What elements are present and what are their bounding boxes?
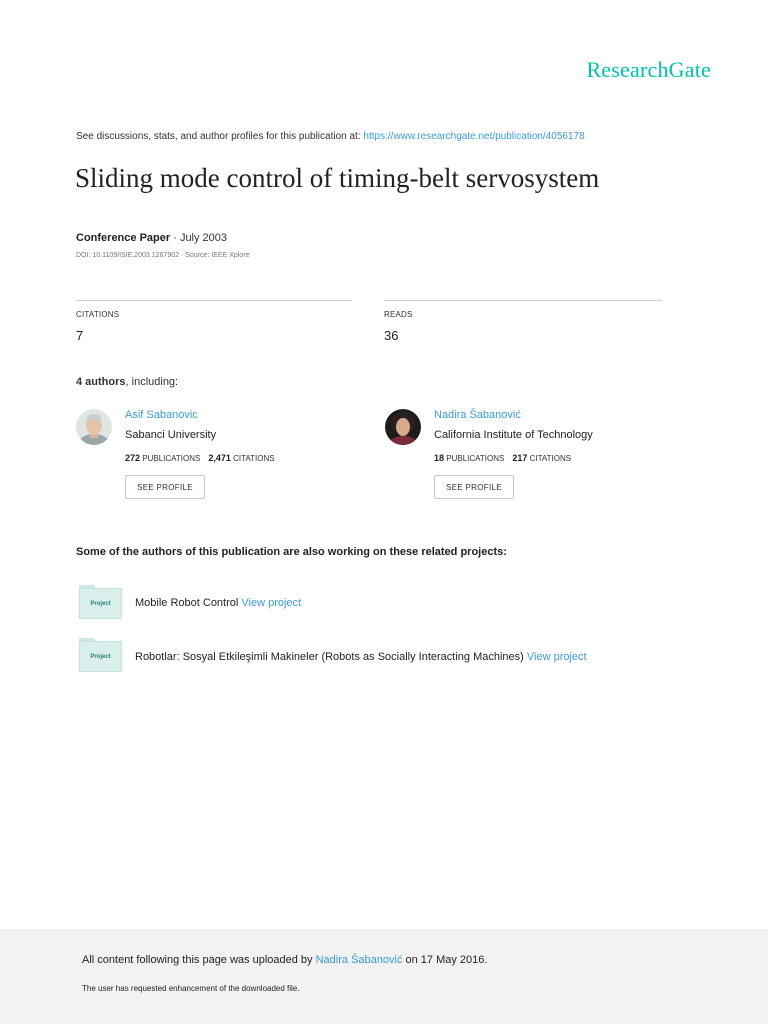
publications-count: 272	[125, 453, 141, 463]
related-projects-heading: Some of the authors of this publication are also working on these related projects:	[76, 546, 507, 558]
citations-label: CITATIONS	[76, 310, 120, 319]
project-title: Mobile Robot Control	[135, 597, 242, 609]
project-folder-icon	[79, 585, 122, 619]
meta-separator: ·	[170, 232, 180, 244]
author-stats	[434, 453, 571, 463]
uploaded-suffix: on 17 May 2016.	[402, 954, 488, 966]
publication-date: July 2003	[179, 232, 228, 244]
see-profile-button[interactable]: SEE PROFILE	[434, 475, 514, 499]
author-avatar[interactable]	[76, 409, 112, 445]
publications-count: 18	[434, 453, 445, 463]
view-project-link[interactable]: View project	[241, 597, 302, 609]
reads-value: 36	[384, 328, 399, 343]
publications-label: PUBLICATIONS	[446, 454, 505, 463]
publication-title: Sliding mode control of timing-belt servosystem	[75, 163, 600, 193]
reads-divider	[384, 300, 662, 301]
authors-count-bold: 4 authors	[76, 376, 126, 388]
uploaded-line	[82, 954, 487, 966]
authors-count-rest: , including:	[125, 376, 179, 388]
author-avatar[interactable]	[385, 409, 421, 445]
footer-panel	[0, 929, 768, 1024]
publication-meta	[76, 232, 227, 244]
publications-label: PUBLICATIONS	[142, 454, 201, 463]
doi-line: DOI: 10.1109/ISIE.2003.1267902 · Source: IEEE Xplore	[76, 252, 250, 259]
intro-line	[76, 131, 585, 142]
project-title: Robotlar: Sosyal Etkileşimli Makineler (Robots as Socially Interacting Machines)	[135, 651, 527, 663]
enhancement-note: The user has requested enhancement of the downloaded file.	[82, 984, 300, 993]
project-item	[135, 597, 301, 609]
citations-divider	[76, 300, 352, 301]
see-profile-button[interactable]: SEE PROFILE	[125, 475, 205, 499]
authors-count	[76, 376, 178, 388]
person-photo-icon	[76, 409, 112, 445]
author-name-link[interactable]: Nadira Šabanović	[434, 409, 521, 421]
project-badge: Project	[79, 641, 122, 672]
author-institution: California Institute of Technology	[434, 429, 593, 441]
intro-text: See discussions, stats, and author profiles for this publication at:	[76, 131, 364, 142]
publication-type: Conference Paper	[76, 232, 171, 244]
author-institution: Sabanci University	[125, 429, 217, 441]
project-item	[135, 651, 587, 663]
person-photo-icon	[385, 409, 421, 445]
author-stats	[125, 453, 275, 463]
view-project-link[interactable]: View project	[526, 651, 587, 663]
author-citations-count: 217	[512, 453, 528, 463]
uploaded-prefix: All content following this page was uploaded by	[82, 954, 316, 966]
author-citations-label: CITATIONS	[529, 454, 572, 463]
reads-label: READS	[384, 310, 413, 319]
uploader-link[interactable]: Nadira Šabanović	[315, 954, 403, 966]
author-name-link[interactable]: Asif Sabanovic	[125, 409, 198, 421]
author-citations-count: 2,471	[208, 453, 231, 463]
author-citations-label: CITATIONS	[233, 454, 275, 463]
citations-value: 7	[76, 328, 84, 343]
researchgate-logo[interactable]: ResearchGate	[586, 57, 711, 82]
publication-url-link[interactable]: https://www.researchgate.net/publication/4056178	[363, 131, 585, 142]
project-badge: Project	[79, 588, 122, 619]
project-folder-icon	[79, 638, 122, 672]
